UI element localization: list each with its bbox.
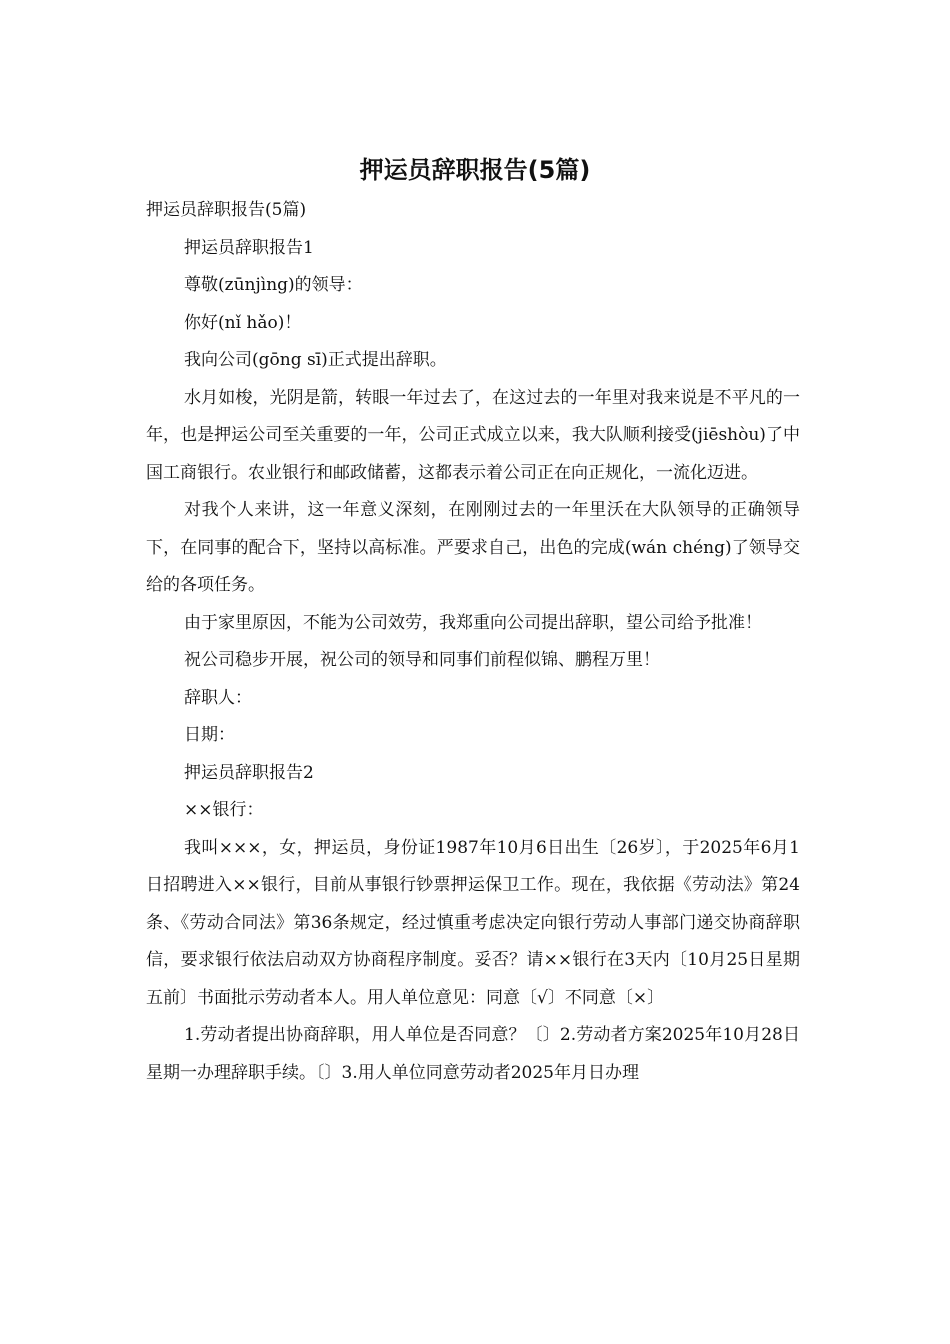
document-title: 押运员辞职报告(5篇) bbox=[359, 156, 591, 184]
body-paragraph: 祝公司稳步开展，祝公司的领导和同事们前程似锦、鹏程万里！ bbox=[184, 650, 660, 670]
salutation: 尊敬(zūnjìng)的领导： bbox=[184, 275, 363, 295]
date-line: 日期： bbox=[184, 725, 235, 745]
body-paragraph: 对我个人来讲，这一年意义深刻，在刚刚过去的一年里沃在大队领导的正确领导下，在同事的配合下，坚持以高标准。严要求自己，出色的完成(wán chéng)了领导交给的各项任务。 bbox=[146, 500, 800, 595]
section-heading-1: 押运员辞职报告1 bbox=[184, 237, 314, 258]
body-paragraph: 1.劳动者提出协商辞职，用人单位是否同意？〔〕2.劳动者方案2025年10月28日星期一办理辞职手续。〔〕3.用人单位同意劳动者2025年月日办理 bbox=[146, 1025, 800, 1083]
subtitle-paragraph: 押运员辞职报告(5篇) bbox=[146, 200, 307, 220]
body-paragraph: 我向公司(gōng sī)正式提出辞职。 bbox=[184, 350, 447, 370]
section-heading-2: 押运员辞职报告2 bbox=[184, 762, 314, 783]
signature-line: 辞职人： bbox=[184, 687, 252, 708]
salutation: ××银行： bbox=[184, 800, 264, 820]
body-paragraph: 我叫×××，女，押运员，身份证1987年10月6日出生〔26岁〕，于2025年6月1日招聘进入××银行，目前从事银行钞票押运保卫工作。现在，我依据《劳动法》第24条、《劳动合同法》第36条规定，经过慎重考虑决定向银行劳动人事部门递交协商辞职信，要求银行依法启动双方协商程序制度。妥否？请××银行在3天内〔10月25日星期五前〕书面批示劳动者本人。用人单位意见：同意〔√〕不同意〔×〕 bbox=[146, 837, 800, 1008]
body-paragraph: 由于家里原因，不能为公司效劳，我郑重向公司提出辞职，望公司给予批准！ bbox=[184, 612, 762, 633]
body-paragraph: 水月如梭，光阴是箭，转眼一年过去了，在这过去的一年里对我来说是不平凡的一年，也是押运公司至关重要的一年，公司正式成立以来，我大队顺利接受(jiēshòu)了中国工商银行。农业银行和邮政储蓄，这都表示着公司正在向正规化，一流化迈进。 bbox=[146, 387, 800, 483]
greeting: 你好(nǐ hǎo)！ bbox=[184, 312, 302, 333]
document-body bbox=[146, 192, 800, 1092]
